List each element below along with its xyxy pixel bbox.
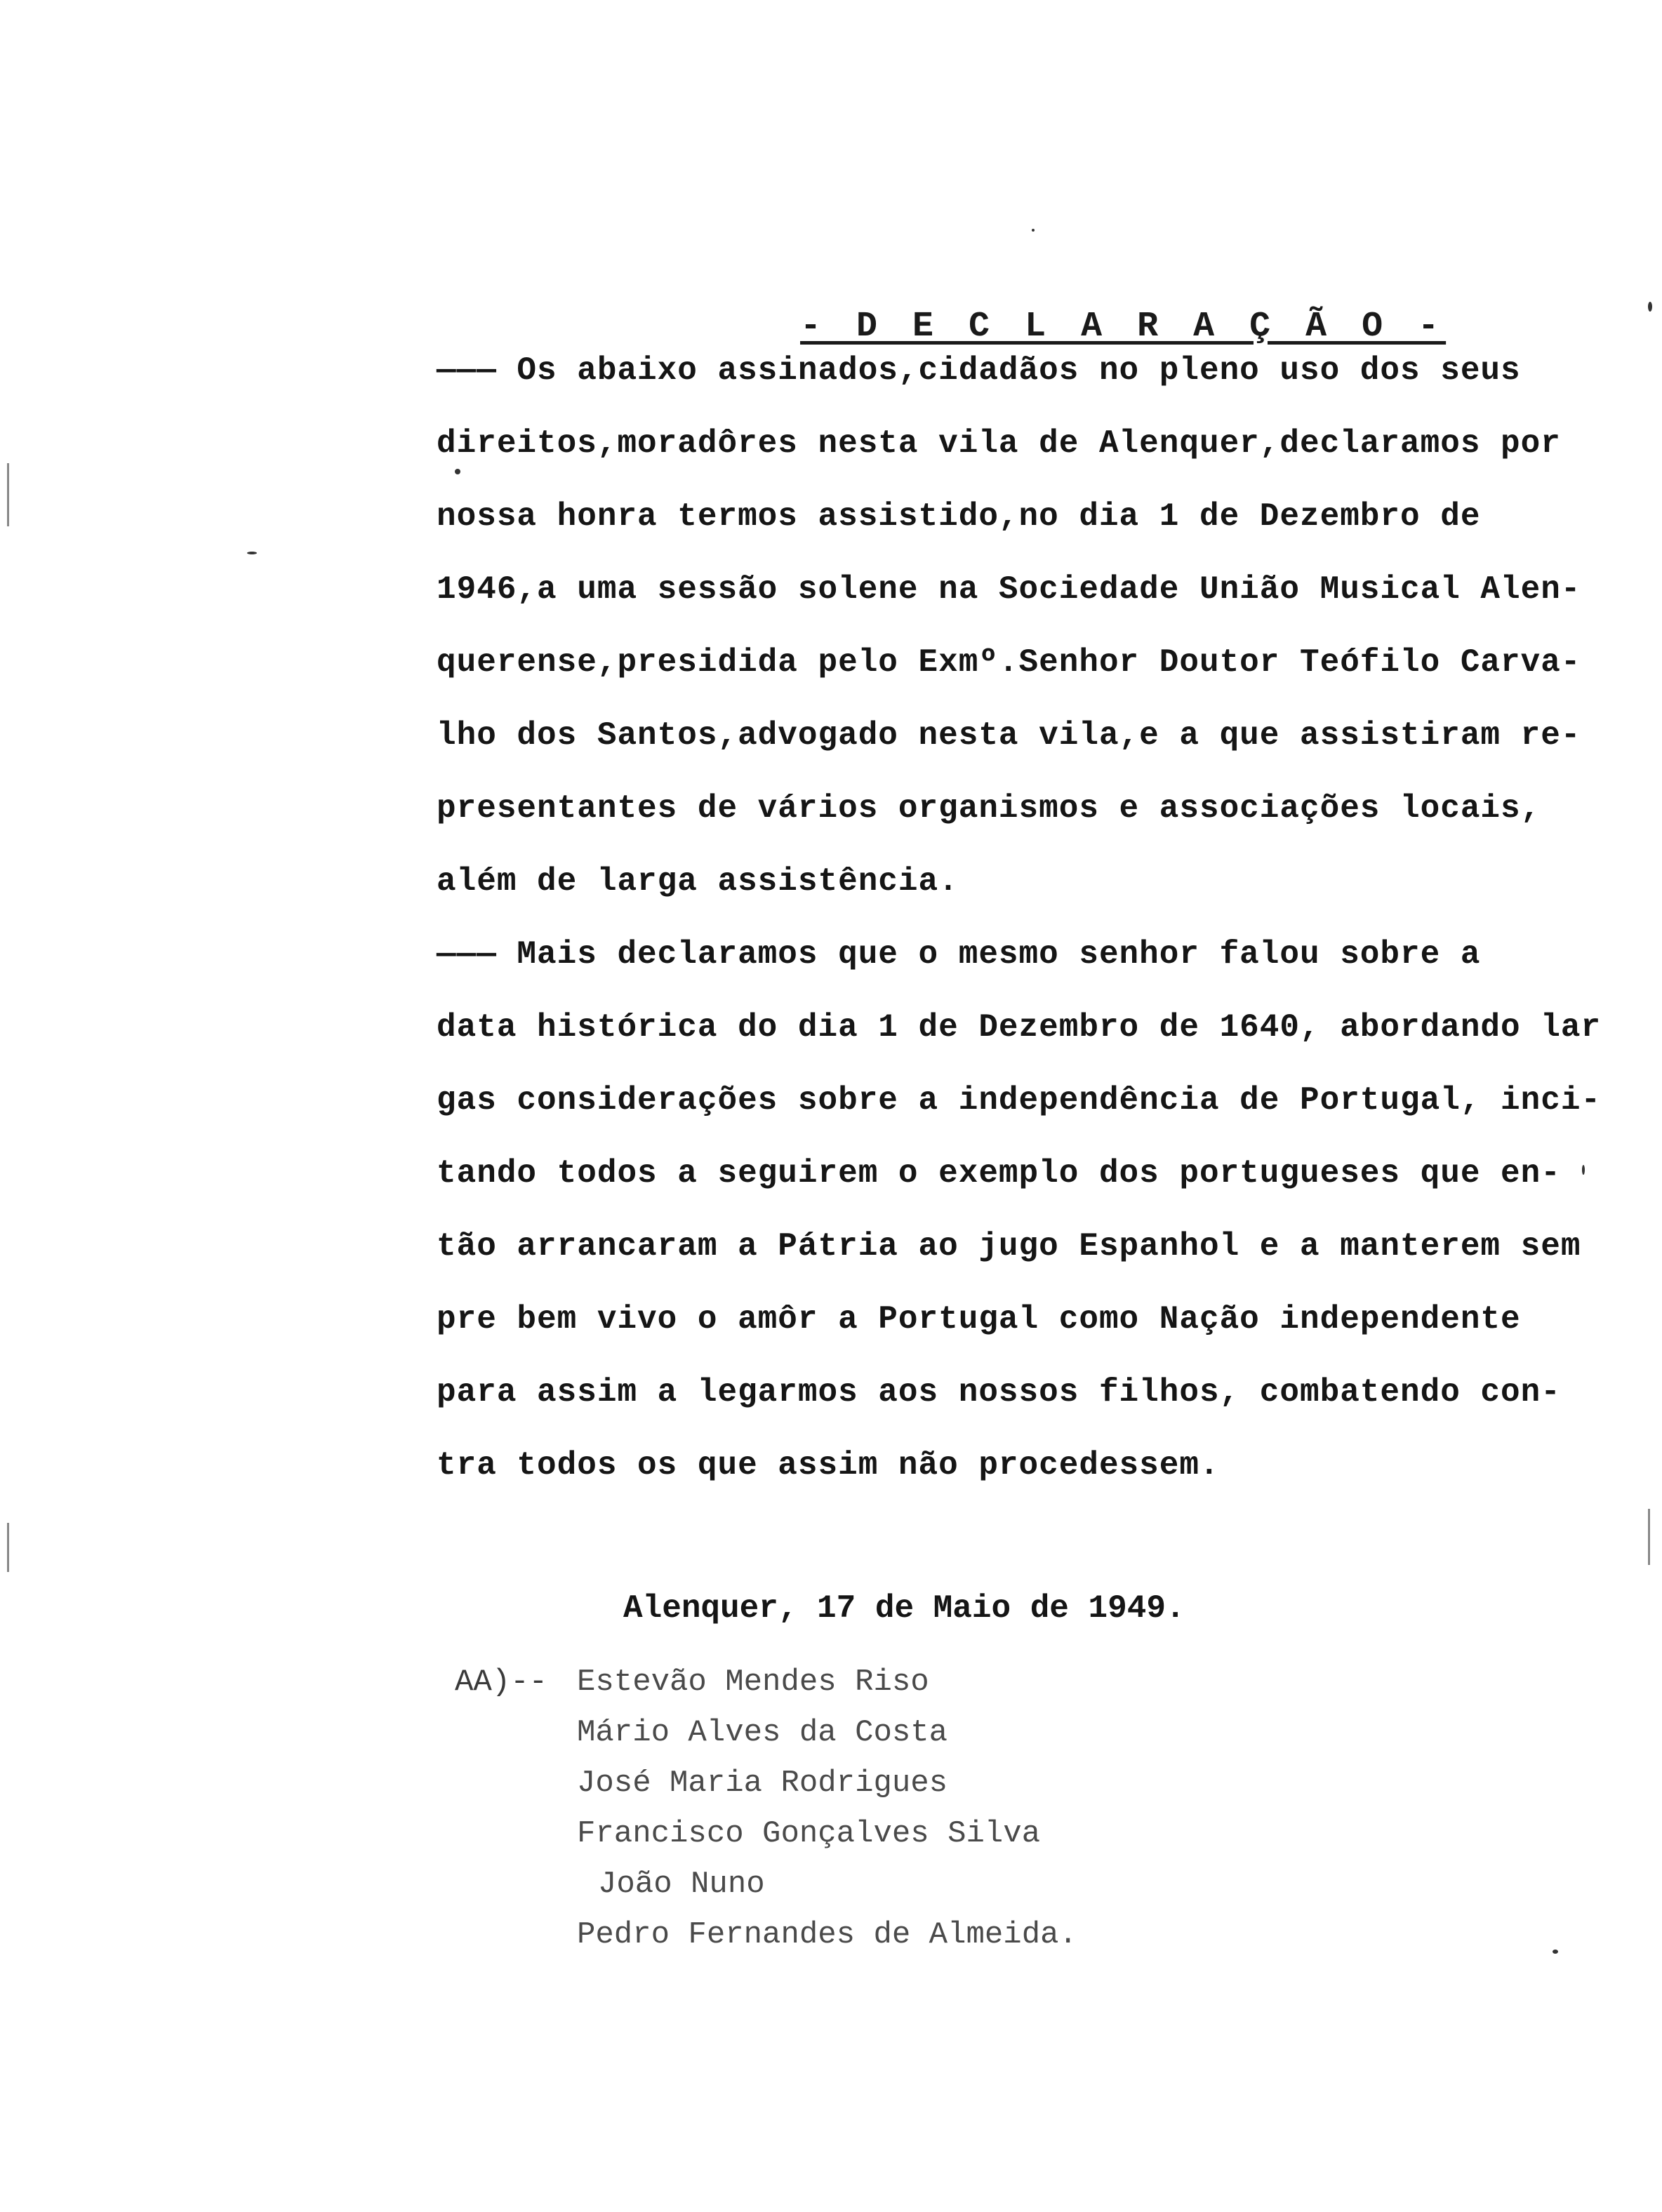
- paragraph-2-line-3: gas considerações sobre a independência de Portugal, inci-: [437, 1082, 1602, 1119]
- paragraph-2-line-4: tando todos a seguirem o exemplo dos portugueses que en-: [437, 1155, 1561, 1192]
- signature-name: Mário Alves da Costa: [577, 1715, 948, 1750]
- scan-edge-mark: [7, 463, 9, 526]
- signature-name: Estevão Mendes Riso: [577, 1665, 929, 1700]
- signature-name: José Maria Rodrigues: [577, 1766, 948, 1801]
- signatures-prefix: AA)--: [455, 1665, 548, 1700]
- paragraph-1-line-2: direitos,moradôres nesta vila de Alenquer,declaramos por: [437, 425, 1561, 462]
- scan-edge-mark: [7, 1523, 9, 1572]
- scan-speck: [1648, 302, 1652, 312]
- paragraph-2-line-5: tão arrancaram a Pátria ao jugo Espanhol e a manterem sem: [437, 1228, 1581, 1265]
- paragraph-1-line-4: 1946,a uma sessão solene na Sociedade União Musical Alen-: [437, 571, 1581, 608]
- paragraph-2-line-1: ——— Mais declaramos que o mesmo senhor falou sobre a: [437, 936, 1481, 973]
- paragraph-2-line-7: para assim a legarmos aos nossos filhos, combatendo con-: [437, 1374, 1561, 1411]
- scan-speck: [1032, 229, 1035, 232]
- scan-speck: [1582, 1165, 1585, 1175]
- signature-name: João Nuno: [598, 1867, 765, 1902]
- paragraph-1-line-1: ——— Os abaixo assinados,cidadãos no pleno uso dos seus: [437, 352, 1521, 389]
- paragraph-2-line-2: data histórica do dia 1 de Dezembro de 1640, abordando lar: [437, 1009, 1602, 1046]
- paragraph-2-line-8: tra todos os que assim não procedessem.: [437, 1447, 1220, 1484]
- paragraph-1-line-5: querense,presidida pelo Exmº.Senhor Doutor Teófilo Carva-: [437, 644, 1581, 681]
- scan-edge-mark: [1648, 1509, 1650, 1565]
- scan-speck: [1553, 1950, 1558, 1954]
- paragraph-2-line-6: pre bem vivo o amôr a Portugal como Nação independente: [437, 1301, 1521, 1338]
- paragraph-1-line-6: lho dos Santos,advogado nesta vila,e a que assistiram re-: [437, 717, 1581, 754]
- paragraph-1-line-3: nossa honra termos assistido,no dia 1 de Dezembro de: [437, 498, 1481, 535]
- signature-name: Francisco Gonçalves Silva: [577, 1816, 1041, 1851]
- signature-name: Pedro Fernandes de Almeida.: [577, 1917, 1077, 1952]
- scan-speck: [247, 552, 257, 554]
- paragraph-1-line-7: presentantes de vários organismos e associações locais,: [437, 790, 1541, 827]
- document-title-text: - D E C L A R A Ç Ã O -: [800, 307, 1447, 347]
- paragraph-1-line-8: além de larga assistência.: [437, 863, 959, 900]
- scan-speck: [455, 469, 460, 474]
- place-date-line: Alenquer, 17 de Maio de 1949.: [623, 1590, 1185, 1627]
